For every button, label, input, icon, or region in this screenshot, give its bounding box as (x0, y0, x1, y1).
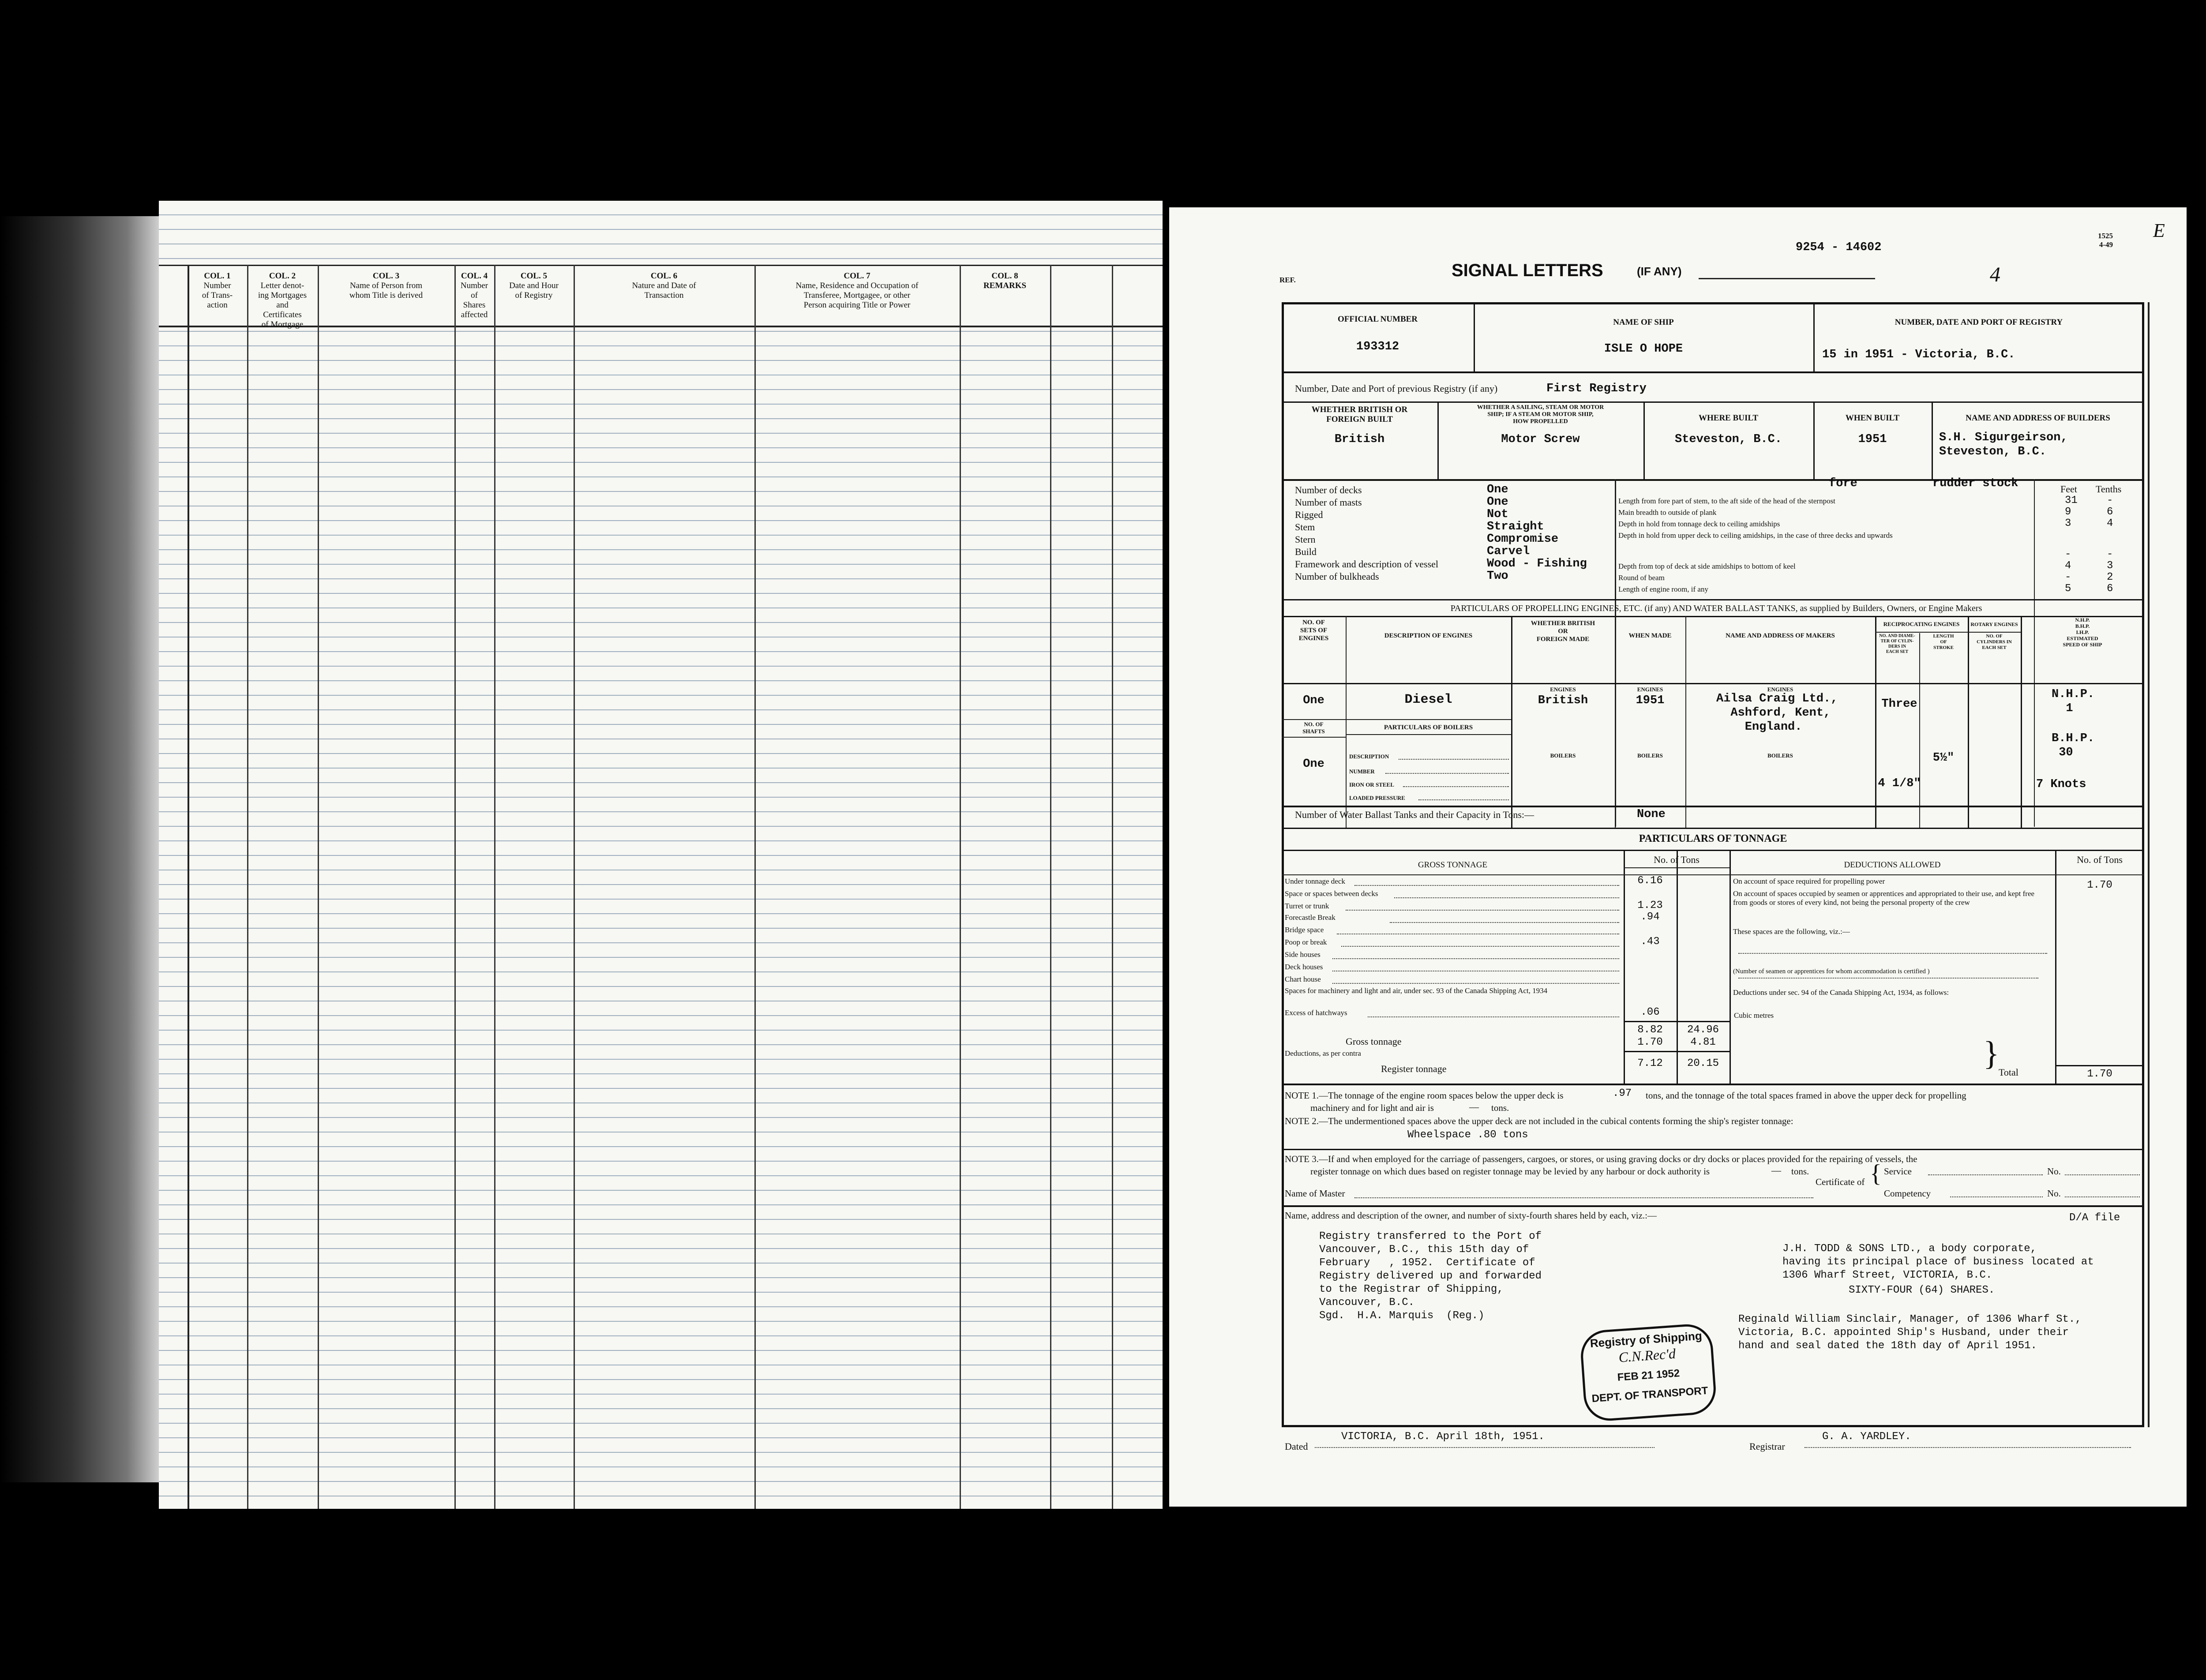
competency-label: Competency (1884, 1188, 1931, 1199)
dimension-label: Depth in hold from tonnage deck to ceiling amidships (1618, 520, 1780, 528)
col-divider (574, 265, 575, 1509)
particular-value: Compromise (1487, 532, 1559, 546)
owner-text: J.H. TODD & SONS LTD., a body corporate, having its principal place of business located at 1306 Wharf Street, VICTORIA, B.C. (1782, 1243, 2094, 1281)
col-6-header: COL. 6 Nature and Date of Transaction (632, 271, 696, 300)
boiler-row-label: LOADED PRESSURE (1349, 795, 1405, 801)
deductions-value: 1.70 (1637, 1036, 1663, 1048)
dimension-tenths: 4 (2107, 518, 2113, 529)
col-3-header: COL. 3 Name of Person from whom Title is derived (349, 271, 423, 300)
col-divider (188, 265, 189, 1509)
left-ledger-page (159, 201, 1163, 1509)
where-built-label: WHERE BUILT (1699, 413, 1758, 423)
gross-row-label: Forecastle Break (1285, 913, 1336, 922)
dimension-label: Length of engine room, if any (1618, 585, 1708, 593)
total-label: Total (1999, 1067, 2018, 1078)
engine-made-label: WHETHER BRITISH OR FOREIGN MADE (1531, 620, 1595, 643)
gross-row-label: Excess of hatchways (1285, 1009, 1347, 1017)
shafts-value: One (1303, 758, 1324, 771)
col-7-header: COL. 7 Name, Residence and Occupation of Transferee, Mortgagee, or other Person acquiring Title or Power (795, 271, 919, 310)
certificate-label: Certificate of (1816, 1177, 1865, 1187)
ded-no-tons-header: No. of Tons (2077, 854, 2123, 865)
boilers-word: BOILERS (1550, 752, 1576, 759)
deduction-row-label: On account of spaces occupied by seamen or apprentices and appropriated to their use, and kept free from goods or stores of every kind, not being the personal property of the crew (1733, 889, 2035, 907)
engine-desc-value: Diesel (1404, 692, 1452, 707)
register-cubic-value: 20.15 (1687, 1058, 1719, 1069)
gross-row-label: Chart house (1285, 975, 1321, 983)
shares-text: SIXTY-FOUR (64) SHARES. (1849, 1284, 1995, 1296)
register-tonnage-value: 7.12 (1637, 1058, 1663, 1069)
service-no-label: No. (2047, 1166, 2061, 1177)
col-2-header: COL. 2 Letter denot- ing Mortgages and Certificates of Mortgage (258, 271, 307, 329)
da-file: D/A file (2069, 1212, 2120, 1224)
dimension-feet: 4 (2065, 560, 2071, 572)
dim-tenths-header: Tenths (2096, 484, 2122, 495)
built-british-label: WHETHER BRITISH OR FOREIGN BUILT (1311, 405, 1408, 424)
dimension-tenths: 6 (2107, 583, 2113, 595)
gross-row-value: 6.16 (1637, 875, 1663, 887)
handwritten-mark: 4 (1990, 263, 2000, 286)
col-divider (494, 265, 495, 1509)
built-british-value: British (1334, 433, 1385, 446)
transfer-note: Registry transferred to the Port of Vancouver, B.C., this 15th day of February , 1952. Certificate of Registry delivered up and forwarded to the Registrar of Shipping, Vancouver, B.C. Sgd. H.A. Marquis (Reg.) (1319, 1230, 1542, 1322)
boilers-label: PARTICULARS OF BOILERS (1384, 724, 1473, 731)
engines-section-title: PARTICULARS OF PROPELLING ENGINES, ETC. (if any) AND WATER BALLAST TANKS, as supplied by Builders, Owners, or Engine Makers (1450, 604, 1982, 613)
note1-text-d: tons. (1491, 1102, 1509, 1113)
dimension-label: Length from fore part of stem, to the aft side of the head of the sternpost (1618, 497, 1835, 505)
official-number: 193312 (1356, 340, 1399, 353)
signal-letters-title: SIGNAL LETTERS (1452, 261, 1603, 280)
corner-mark: E (2153, 220, 2165, 241)
particular-label: Number of decks (1295, 484, 1362, 495)
propelled-value: Motor Screw (1501, 433, 1580, 446)
builders-value: S.H. Sigurgeirson, Steveston, B.C. (1939, 431, 2068, 458)
gross-row-value: .43 (1640, 936, 1660, 948)
engines-word: ENGINES (1637, 686, 1663, 693)
gross-cubic-value: 24.96 (1687, 1024, 1719, 1036)
dimension-tenths: 6 (2107, 506, 2113, 518)
boilers-word: BOILERS (1637, 752, 1663, 759)
particular-value: Wood - Fishing (1487, 557, 1587, 570)
col-1-header: COL. 1 Number of Trans- action (202, 271, 233, 310)
dimension-label: Depth in hold from upper deck to ceiling amidships, in the case of three decks and upwards (1618, 531, 1893, 540)
owners-label: Name, address and description of the owner, and number of sixty-fourth shares held by each, viz.:— (1285, 1210, 1657, 1221)
corner-code: 1525 4-49 (2098, 232, 2113, 249)
gross-row-label: Turret or trunk (1285, 902, 1329, 910)
note2-value: Wheelspace .80 tons (1407, 1129, 1528, 1141)
note1-value: .97 (1613, 1088, 1632, 1099)
deduction-row-label: These spaces are the following, viz.:— (1733, 927, 1850, 936)
previous-registry-label: Number, Date and Port of previous Registry (if any) (1295, 383, 1498, 394)
total-value: 1.70 (2087, 1068, 2112, 1080)
registrar-label: Registrar (1749, 1441, 1785, 1452)
speed-value: 7 Knots (2036, 778, 2086, 791)
gross-tonnage-label: Gross tonnage (1346, 1036, 1402, 1047)
gross-row-label: Deck houses (1285, 963, 1323, 971)
dimension-feet: 31 (2065, 495, 2078, 506)
deduction-row-label: On account of space required for propelling power (1733, 877, 1885, 885)
col-divider (1050, 265, 1051, 1509)
col-divider (754, 265, 756, 1509)
dimension-label: Main breadth to outside of plank (1618, 508, 1717, 517)
note3-text-b: register tonnage on which dues based on register tonnage may be levied by any harbour or dock authority is (1310, 1166, 1710, 1177)
builders-label: NAME AND ADDRESS OF BUILDERS (1966, 413, 2110, 423)
gross-row-label: Spaces for machinery and light and air, under sec. 93 of the Canada Shipping Act, 1934 (1285, 986, 1548, 995)
dimension-tenths: 3 (2107, 560, 2113, 572)
col-divider (1112, 265, 1113, 1509)
gross-row-label: Side houses (1285, 950, 1321, 959)
particular-label: Rigged (1295, 509, 1323, 520)
gross-tonnage-header: GROSS TONNAGE (1418, 860, 1488, 870)
dimension-feet: 9 (2065, 506, 2071, 518)
col-4-header: COL. 4 Number of Shares affected (460, 271, 488, 319)
engine-made-value: British (1538, 694, 1588, 707)
gross-row-label: Space or spaces between decks (1285, 889, 1378, 898)
nhp-value: N.H.P. 1 (2052, 688, 2095, 715)
col-8-header: COL. 8 REMARKS (983, 271, 1027, 290)
cubic-metres-label: Cubic metres (1734, 1011, 1774, 1020)
cylinders-value: Three (1881, 698, 1917, 711)
propelled-label: WHETHER A SAILING, STEAM OR MOTOR SHIP; IF A STEAM OR MOTOR SHIP, HOW PROPELLED (1477, 404, 1604, 425)
dimension-tenths: - (2107, 548, 2113, 560)
husband-text: Reginald William Sinclair, Manager, of 1306 Wharf St., Victoria, B.C. appointed Ship's Husband, under their hand and seal dated the 18th day of April 1951. (1738, 1313, 2082, 1352)
dimension-tenths: - (2107, 495, 2113, 506)
col-divider (960, 265, 961, 1509)
gross-row-label: Bridge space (1285, 926, 1324, 934)
particular-value: One (1487, 495, 1508, 509)
rot-cyl-label: NO. OF CYLINDERS IN EACH SET (1977, 634, 2012, 650)
registrar-value: G. A. YARDLEY. (1822, 1431, 1911, 1443)
dim-rudder-word: rudder stock (1932, 477, 2018, 490)
registry-label: NUMBER, DATE AND PORT OF REGISTRY (1895, 318, 2063, 327)
reference-number: 9254 - 14602 (1796, 241, 1882, 254)
boiler-row-label: NUMBER (1349, 768, 1375, 775)
boiler-row-label: IRON OR STEEL (1349, 781, 1394, 788)
note1-value2: — (1469, 1101, 1479, 1112)
note3-text-a: NOTE 3.—If and when employed for the carriage of passengers, cargoes, or stores, or using graving docks or dry docks or places provided for the repairing of vessels, the (1285, 1154, 1917, 1164)
brace-glyph: } (1983, 1035, 2000, 1072)
deductions-contra-label: Deductions, as per contra (1285, 1049, 1361, 1058)
note1-text-a: NOTE 1.—The tonnage of the engine room spaces below the upper deck is (1285, 1090, 1564, 1101)
propelling-deduction-value: 1.70 (2087, 879, 2112, 891)
dimension-feet: 3 (2065, 518, 2071, 529)
particular-label: Framework and description of vessel (1295, 559, 1439, 570)
ship-name: ISLE O HOPE (1604, 342, 1683, 356)
cert-brace-glyph: { (1870, 1160, 1882, 1187)
note1-text-c: machinery and for light and air is (1310, 1102, 1434, 1113)
dim-feet-header: Feet (2060, 484, 2077, 495)
page-edge-stack (0, 216, 159, 1482)
gross-row-value: 1.23 (1637, 900, 1663, 911)
dimension-feet: - (2065, 571, 2071, 583)
engines-word: ENGINES (1767, 686, 1793, 693)
gross-tonnage-value: 8.82 (1637, 1024, 1663, 1036)
engine-desc-label: DESCRIPTION OF ENGINES (1384, 632, 1473, 639)
boiler-row-label: DESCRIPTION (1349, 753, 1389, 760)
no-tons-header: No. of Tons (1654, 854, 1700, 865)
dimension-tenths: 2 (2107, 571, 2113, 583)
register-form-page (1169, 207, 2187, 1507)
gross-row-label: Under tonnage deck (1285, 877, 1345, 885)
dated-value: VICTORIA, B.C. April 18th, 1951. (1341, 1431, 1545, 1443)
competency-no-label: No. (2047, 1188, 2061, 1199)
ballast-value: None (1637, 808, 1666, 821)
col-divider (318, 265, 319, 1509)
particular-value: Not (1487, 508, 1508, 521)
ref-label: REF. (1279, 276, 1296, 284)
note3-value: — (1771, 1165, 1781, 1176)
dimension-feet: 5 (2065, 583, 2071, 595)
particular-value: Two (1487, 570, 1508, 583)
engine-makers-label: NAME AND ADDRESS OF MAKERS (1726, 632, 1835, 639)
tonnage-title: PARTICULARS OF TONNAGE (1639, 833, 1787, 844)
particular-label: Number of bulkheads (1295, 571, 1379, 582)
engine-when-label: WHEN MADE (1628, 632, 1672, 639)
service-label: Service (1884, 1166, 1912, 1177)
gross-row-label: Poop or break (1285, 938, 1327, 946)
stroke-label: LENGTH OF STROKE (1933, 634, 1954, 650)
register-tonnage-label: Register tonnage (1381, 1063, 1447, 1074)
gross-row-value: .06 (1640, 1006, 1660, 1018)
dim-fore-word: fore (1829, 477, 1857, 490)
when-built-label: WHEN BUILT (1845, 413, 1900, 423)
where-built-value: Steveston, B.C. (1674, 433, 1782, 446)
deduction-row-label: Deductions under sec. 94 of the Canada Shipping Act, 1934, as follows: (1733, 988, 1949, 997)
particular-value: Carvel (1487, 545, 1530, 558)
engine-year-value: 1951 (1636, 694, 1665, 707)
deductions-header: DEDUCTIONS ALLOWED (1844, 860, 1941, 870)
dimension-feet: - (2065, 548, 2071, 560)
cyl-label: NO. AND DIAME- TER OF CYLIN- DERS IN EACH SET (1879, 634, 1915, 654)
deduction-row-label: (Number of seamen or apprentices for whom accommodation is certified ) (1733, 968, 1930, 975)
registry-stamp: Registry of Shipping C.N.Rec'd FEB 21 1952 DEPT. OF TRANSPORT (1579, 1323, 1718, 1422)
dated-label: Dated (1285, 1441, 1308, 1452)
particular-value: One (1487, 483, 1508, 496)
boilers-word: BOILERS (1767, 752, 1793, 759)
gross-row-value: .94 (1640, 911, 1660, 923)
particular-value: Straight (1487, 520, 1544, 533)
dimension-label: Depth from top of deck at side amidships to bottom of keel (1618, 562, 1796, 570)
ballast-label: Number of Water Ballast Tanks and their Capacity in Tons:— (1295, 809, 1534, 820)
cyl-diameter-value: 4 1/8" (1878, 777, 1921, 790)
col-5-header: COL. 5 Date and Hour of Registry (509, 271, 559, 300)
master-label: Name of Master (1285, 1188, 1345, 1199)
recip-label: RECIPROCATING ENGINES (1883, 621, 1960, 627)
particular-label: Stem (1295, 521, 1315, 532)
bhp-value: B.H.P. 30 (2052, 732, 2095, 759)
stroke-value: 5½" (1932, 751, 1955, 765)
note1-text-b: tons, and the tonnage of the total spaces framed in above the upper deck for propelling (1646, 1090, 1966, 1101)
engine-makers-value: Ailsa Craig Ltd., Ashford, Kent, England. (1716, 692, 1838, 734)
official-number-label: OFFICIAL NUMBER (1337, 315, 1418, 324)
particular-label: Number of masts (1295, 497, 1362, 508)
particular-label: Stern (1295, 534, 1316, 545)
col-divider (247, 265, 248, 1509)
engines-word: ENGINES (1550, 686, 1576, 693)
previous-registry-value: First Registry (1546, 382, 1647, 395)
ship-name-label: NAME OF SHIP (1613, 318, 1674, 327)
nhp-label: N.H.P. B.H.P. I.H.P. ESTIMATED SPEED OF SHIP (2063, 617, 2102, 648)
engine-sets-value: One (1303, 694, 1324, 707)
registry-value: 15 in 1951 - Victoria, B.C. (1822, 348, 2015, 361)
col-divider (454, 265, 456, 1509)
signal-letters-suffix: (IF ANY) (1637, 265, 1682, 278)
dimension-label: Round of beam (1618, 574, 1665, 582)
particular-label: Build (1295, 546, 1317, 557)
note2-text: NOTE 2.—The undermentioned spaces above the upper deck are not included in the cubical contents forming the ship's register tonnage: (1285, 1116, 1793, 1126)
when-built-value: 1951 (1858, 433, 1887, 446)
shafts-label: NO. OF SHAFTS (1302, 721, 1325, 735)
note3-text-c: tons. (1791, 1166, 1809, 1177)
deductions-cubic-value: 4.81 (1690, 1036, 1716, 1048)
stamp-signature: C.N.Rec'd (1618, 1345, 1677, 1365)
engine-sets-label: NO. OF SETS OF ENGINES (1298, 619, 1329, 642)
rotary-label: ROTARY ENGINES (1970, 621, 2018, 627)
